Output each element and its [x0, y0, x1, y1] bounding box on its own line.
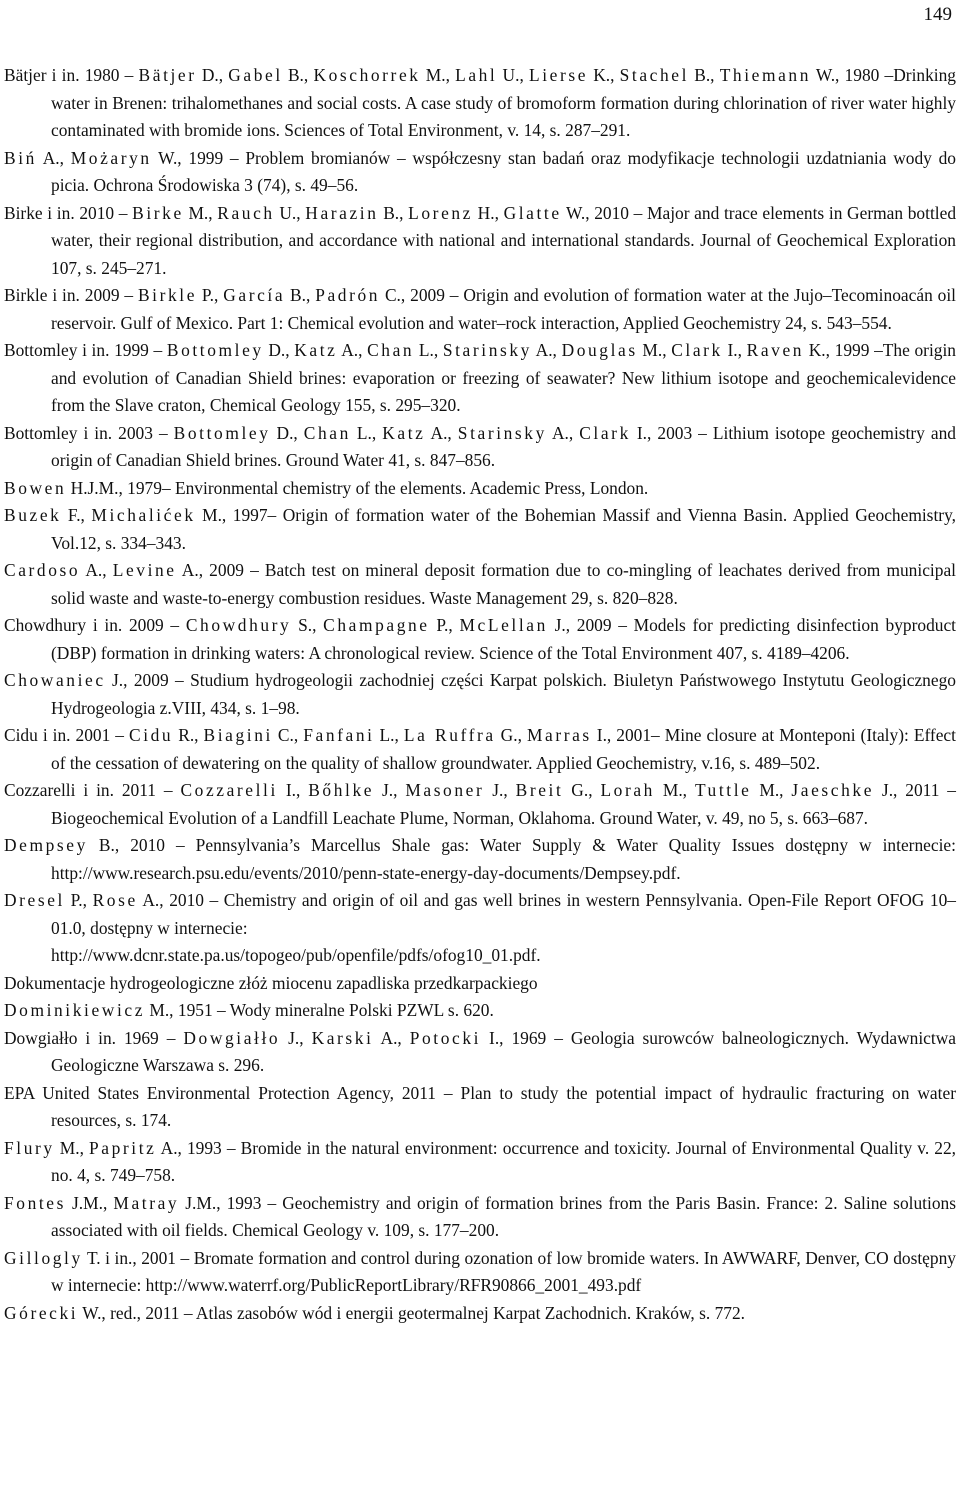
- reference-text: B.,: [285, 285, 316, 305]
- author-name: Douglas: [561, 340, 638, 360]
- reference-entry: [4, 145, 956, 200]
- reference-entry: [4, 420, 956, 475]
- author-name: Dresel: [4, 890, 65, 910]
- author-name: Rose: [92, 890, 138, 910]
- reference-text: A., 2010 – Chemistry and origin of oil and gas well brines in western Pennsylvania. Open-File Report OFOG 10–01.0, dostępny w internecie:: [51, 890, 956, 938]
- reference-text: Cidu i in. 2001 –: [4, 725, 129, 745]
- reference-text: H.J.M., 1979– Environmental chemistry of the elements. Academic Press, London.: [66, 477, 649, 498]
- author-name: Jaeschke: [791, 780, 875, 800]
- author-name: Birkle: [137, 285, 198, 305]
- author-name: Buzek: [4, 505, 62, 525]
- reference-text: Birke i in. 2010 –: [4, 202, 133, 223]
- author-name: Levine: [112, 560, 177, 580]
- reference-entry: [4, 337, 956, 420]
- author-name: La Ruffra: [403, 725, 496, 745]
- reference-text: Bätjer i in. 1980 –: [4, 65, 139, 85]
- reference-text: L.,: [414, 340, 443, 360]
- author-name: Chowdhury: [185, 615, 292, 635]
- reference-entry: [4, 887, 956, 970]
- reference-text: Bottomley i in. 2003 –: [4, 422, 174, 443]
- author-name: Masoner: [405, 780, 485, 800]
- author-name: Bottomley: [166, 340, 264, 360]
- reference-text: J., 2009 – Models for predicting disinfection byproduct (DBP) formation in drinking waters: A chronological review. Science of the Total Environment 407, s. 4189–4206.: [51, 615, 957, 663]
- author-name: Harazin: [305, 202, 379, 223]
- reference-entry: [4, 200, 956, 283]
- reference-entry: [4, 722, 956, 777]
- reference-entry: [4, 612, 956, 667]
- reference-text: B.,: [282, 65, 314, 85]
- author-name: Katz: [382, 422, 426, 443]
- reference-text: K., 1999 –The origin and evolution of Canadian Shield brines: evaporation or freezing of seawater? New lithium isotope and geochemicalevidence from the Slave craton, Chemical Geology 155, s. 295–320.: [51, 340, 956, 415]
- reference-entry: [4, 832, 956, 887]
- reference-text: EPA United States Environmental Protection Agency, 2011 – Plan to study the potential impact of hydraulic fracturing on water resources, s. 174.: [4, 1082, 956, 1130]
- author-name: Lorenz: [408, 202, 473, 223]
- author-name: Breit: [515, 780, 564, 800]
- reference-text: http://www.dcnr.state.pa.us/topogeo/pub/openfile/pdfs/ofog10_01.pdf.: [51, 945, 541, 965]
- reference-text: W., 1980 –Drinking water in Brenen: trihalomethanes and social costs. A case study of bromoform formation during chlorination of river water highly contaminated with bromide ions. Sciences of Total Environment, v. 14, s. 287–291.: [51, 65, 957, 140]
- author-name: Fontes: [4, 1192, 66, 1213]
- author-name: McLellan: [459, 615, 548, 635]
- author-name: Starinsky: [442, 340, 532, 360]
- reference-entry: [4, 475, 956, 503]
- reference-text: C.,: [272, 725, 304, 745]
- reference-text: A., 2009 – Batch test on mineral deposit formation due to co-mingling of leachates derived from municipal solid waste and waste-to-energy combustion residues. Waste Management 29, s. 820–828.: [51, 560, 956, 608]
- reference-text: J.M., 1993 – Geochemistry and origin of formation brines from the Paris Basin. France: 2. Saline solutions associated with oil fields. Chemical Geology v. 109, s. 177–200.: [51, 1192, 956, 1240]
- reference-entry: [4, 502, 956, 557]
- reference-entry: [4, 62, 956, 145]
- reference-text: A.,: [80, 560, 113, 580]
- reference-text: H.,: [473, 202, 504, 223]
- author-name: Karski: [311, 1027, 374, 1048]
- reference-text: B.,: [689, 65, 720, 85]
- reference-text: M.,: [54, 1137, 90, 1158]
- reference-text: M.,: [751, 780, 792, 800]
- reference-text: D.,: [263, 340, 295, 360]
- reference-entry: [4, 777, 956, 832]
- author-name: Cozzarelli: [180, 780, 278, 800]
- page-number: 149: [923, 4, 952, 25]
- reference-text: P.,: [197, 285, 224, 305]
- author-name: Thiemann: [719, 65, 812, 85]
- reference-entry: [4, 1080, 956, 1135]
- reference-entry: [4, 1245, 956, 1300]
- reference-text: G.,: [563, 780, 601, 800]
- author-name: Lierse: [528, 65, 589, 85]
- reference-text: J., 2009 – Studium hydrogeologii zachodniej części Karpat polskich. Biuletyn Państwowego Instytutu Geologicznego Hydrogeologia z.VIII, 434, s. 1–98.: [51, 670, 956, 718]
- reference-text: Dowgiałło i in. 1969 –: [4, 1027, 184, 1048]
- reference-text: Birkle i in. 2009 –: [4, 285, 138, 305]
- author-name: Biń: [4, 147, 37, 168]
- reference-text: M.,: [637, 340, 672, 360]
- author-name: Stachel: [619, 65, 690, 85]
- reference-entry: [4, 1300, 956, 1328]
- reference-text: A., 1993 – Bromide in the natural environment: occurrence and toxicity. Journal of Environmental Quality v. 22, no. 4, s. 749–758.: [51, 1137, 957, 1185]
- reference-text: F.,: [61, 505, 92, 525]
- author-name: Bätjer: [138, 65, 197, 85]
- reference-text: A.,: [425, 422, 458, 443]
- reference-entry: [4, 557, 956, 612]
- reference-text: K.,: [588, 65, 620, 85]
- author-name: Możaryn: [70, 147, 152, 168]
- author-name: Lahl: [455, 65, 498, 85]
- author-name: Papritz: [89, 1137, 157, 1158]
- reference-text: B., 2010 – Pennsylvania’s Marcellus Shale gas: Water Supply & Water Quality Issues dostępny w internecie: http://www.research.psu.edu/events/2010/penn-state-energy-day-documents/Dempsey.pdf.: [51, 835, 956, 883]
- author-name: Potocki: [409, 1027, 482, 1048]
- reference-text: M., 1997– Origin of formation water of the Bohemian Massif and Vienna Basin. Applied Geochemistry, Vol.12, s. 334–343.: [51, 505, 956, 553]
- reference-text: B.,: [378, 202, 409, 223]
- author-name: Marras: [526, 725, 592, 745]
- reference-text: W., red., 2011 – Atlas zasobów wód i energii geotermalnej Karpat Zachodnich. Kraków, s. 772.: [78, 1302, 746, 1323]
- reference-entry: [4, 1135, 956, 1190]
- author-name: Chan: [367, 340, 415, 360]
- reference-text: C., 2009 – Origin and evolution of formation water at the Jujo–Tecominoacán oil reservoir. Gulf of Mexico. Part 1: Chemical evolution and water–rock interaction, Applied Geochemistry 24, s. 543–554.: [51, 285, 956, 333]
- author-name: Cardoso: [4, 560, 81, 580]
- author-name: Birke: [132, 202, 184, 223]
- reference-text: R.,: [173, 725, 204, 745]
- reference-text: W., 2010 – Major and trace elements in German bottled water, their regional distribution, and accordance with national and international standards. Journal of Geochemical Exploration 107, s. 245–271.: [51, 202, 957, 278]
- reference-entry: [4, 1025, 956, 1080]
- reference-text: P.,: [429, 615, 460, 635]
- reference-text: D.,: [196, 65, 229, 85]
- reference-entry: [4, 667, 956, 722]
- reference-text: Bottomley i in. 1999 –: [4, 340, 167, 360]
- reference-entry: [4, 997, 956, 1025]
- reference-text: A.,: [531, 340, 562, 360]
- author-name: Matray: [113, 1192, 180, 1213]
- author-name: Chan: [303, 422, 351, 443]
- author-name: Raven: [746, 340, 805, 360]
- author-name: Dominikiewicz: [4, 1000, 146, 1020]
- reference-text: I., 2001– Mine closure at Monteponi (Italy): Effect of the cessation of dewatering on the quality of shallow groundwater. Applied Geochemistry, v.16, s. 489–502.: [51, 725, 956, 773]
- author-name: Katz: [294, 340, 338, 360]
- reference-text: P.,: [65, 890, 93, 910]
- reference-entry: [4, 282, 956, 337]
- reference-text: Chowdhury i in. 2009 –: [4, 615, 186, 635]
- author-name: Clark: [671, 340, 723, 360]
- author-name: Bottomley: [173, 422, 271, 443]
- author-name: Górecki: [4, 1302, 79, 1323]
- reference-text: Cozzarelli i in. 2011 –: [4, 780, 181, 800]
- reference-text: U.,: [497, 65, 529, 85]
- reference-text: W., 1999 – Problem bromianów – współczesny stan badań oraz modyfikacje technologii uzdatniania wody do picia. Ochrona Środowiska 3 (74), s. 49–56.: [51, 147, 956, 195]
- author-name: Dowgiałło: [183, 1027, 281, 1048]
- author-name: Flury: [4, 1137, 55, 1158]
- reference-text: M.,: [183, 202, 218, 223]
- author-name: Champagne: [323, 615, 430, 635]
- reference-text: A.,: [546, 422, 580, 443]
- author-name: Dempsey: [4, 835, 88, 855]
- reference-text: A.,: [337, 340, 368, 360]
- author-name: Padrón: [315, 285, 381, 305]
- author-name: Fanfani: [303, 725, 375, 745]
- reference-text: M.,: [654, 780, 695, 800]
- reference-text: I.,: [722, 340, 747, 360]
- author-name: Gabel: [228, 65, 283, 85]
- reference-text: M., 1951 – Wody mineralne Polski PZWL s. 620.: [145, 1000, 494, 1020]
- author-name: Cidu: [129, 725, 174, 745]
- reference-text: L.,: [350, 422, 383, 443]
- reference-list: [4, 62, 956, 1327]
- author-name: Lorah: [600, 780, 655, 800]
- reference-text: J.,: [374, 780, 406, 800]
- reference-text: J.,: [280, 1027, 312, 1048]
- reference-entry: [4, 970, 956, 998]
- author-name: Tuttle: [694, 780, 752, 800]
- reference-text: J.M.,: [65, 1192, 114, 1213]
- reference-text: J.,: [484, 780, 516, 800]
- author-name: Clark: [579, 422, 631, 443]
- author-name: García: [223, 285, 286, 305]
- reference-text: U.,: [274, 202, 306, 223]
- reference-text: J., 2011 – Biogeochemical Evolution of a Landfill Leachate Plume, Norman, Oklahoma. Ground Water, v. 49, no 5, s. 663–687.: [51, 780, 957, 828]
- reference-text: D.,: [270, 422, 304, 443]
- reference-text: L.,: [374, 725, 404, 745]
- reference-text: Dokumentacje hydrogeologiczne złóż miocenu zapadliska przedkarpackiego: [4, 972, 538, 993]
- author-name: Bőhlke: [308, 780, 375, 800]
- reference-text: A.,: [36, 147, 71, 168]
- author-name: Biagini: [203, 725, 273, 745]
- author-name: Michalićek: [91, 505, 196, 525]
- reference-text: G.,: [495, 725, 527, 745]
- reference-entry: [4, 1190, 956, 1245]
- reference-text: T. i in., 2001 – Bromate formation and control during ozonation of low bromide waters. In AWWARF, Denver, CO dostępny w internecie: http://www.waterrf.org/PublicReportLibrary/RFR90866_2001_493.pdf: [51, 1247, 956, 1295]
- author-name: Starinsky: [457, 422, 547, 443]
- author-name: Chowaniec: [4, 670, 106, 690]
- author-name: Koschorrek: [313, 65, 421, 85]
- author-name: Bowen: [4, 477, 67, 498]
- reference-text: M.,: [420, 65, 456, 85]
- author-name: Rauch: [217, 202, 275, 223]
- reference-text: S.,: [291, 615, 324, 635]
- author-name: Glatte: [503, 202, 562, 223]
- reference-text: I., 1969 – Geologia surowców balneologicznych. Wydawnictwa Geologiczne Warszawa s. 296.: [51, 1027, 956, 1075]
- author-name: Gillogly: [4, 1247, 83, 1268]
- reference-text: I., 2003 – Lithium isotope geochemistry and origin of Canadian Shield brines. Ground Water 41, s. 847–856.: [51, 422, 956, 470]
- reference-text: A.,: [373, 1027, 410, 1048]
- reference-text: I.,: [277, 780, 309, 800]
